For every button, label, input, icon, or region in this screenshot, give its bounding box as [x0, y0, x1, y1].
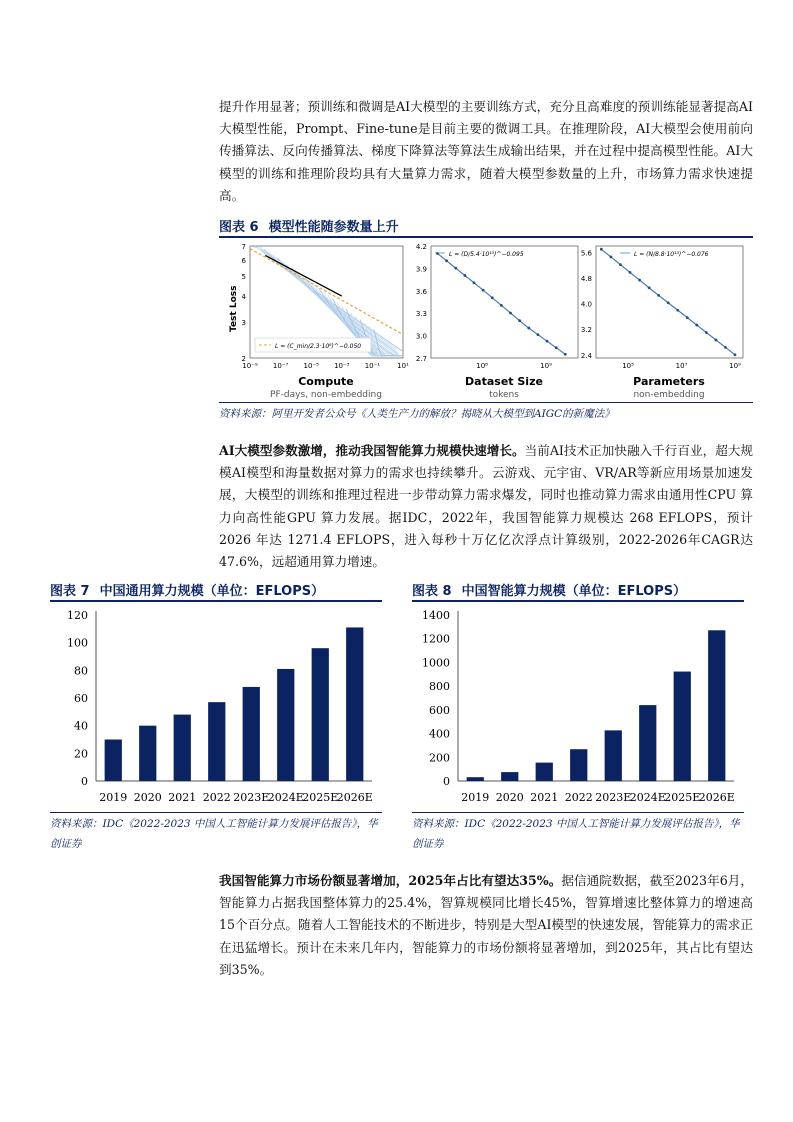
dataset-data-point	[555, 346, 558, 349]
parameters-yticks	[581, 249, 593, 359]
dataset-data-point	[564, 353, 567, 356]
general-compute-bar	[105, 740, 122, 782]
ai-compute-bar	[708, 630, 725, 781]
general-compute-ytick-label: 60	[74, 692, 88, 705]
ai-compute-bar	[501, 772, 518, 781]
parameters-legend-text: L = (N/8.8·10¹³)^−0.076	[634, 251, 709, 258]
dataset-ytick-label: 3.9	[415, 265, 427, 274]
general-compute-category-label: 2020	[133, 791, 162, 804]
figure6-caption: 模型性能随参数量上升	[268, 220, 399, 235]
figure7-number: 图表 7	[50, 584, 90, 599]
paragraph-3-lead: 我国智能算力市场份额显著增加，2025年占比有望达35%。	[219, 873, 562, 888]
dataset-yticks	[416, 243, 428, 363]
figure7-source: 资料来源：IDC《2022-2023 中国人工智能计算力发展评估报告》，华创证券	[50, 818, 378, 850]
ai-compute-ytick-label: 1000	[422, 656, 450, 670]
dataset-ytick-label: 2.7	[415, 355, 427, 363]
parameters-data-point	[724, 346, 727, 349]
compute-ytick-label: 2	[241, 355, 246, 363]
general-compute-ytick-label: 80	[74, 664, 88, 678]
dataset-data-point	[445, 259, 448, 262]
paragraph-3	[219, 870, 753, 981]
figure7-title	[50, 580, 324, 599]
parameters-panel	[581, 246, 743, 400]
dataset-xtick-label: 10⁸	[476, 362, 488, 370]
ai-compute-bar	[536, 763, 553, 781]
ai-compute-category-label: 2020	[495, 791, 524, 804]
parameters-data-point	[686, 316, 689, 319]
parameters-xsub: non-embedding	[633, 390, 705, 400]
general-compute-category-label: 2019	[99, 791, 128, 804]
compute-panel	[229, 243, 409, 400]
parameters-data-point	[714, 339, 717, 342]
dataset-ytick-label: 3.3	[415, 310, 427, 319]
compute-xtick-label: 10⁻¹	[364, 362, 381, 370]
compute-ytick-label: 5	[241, 273, 246, 282]
ai-compute-ytick-label: 1400	[422, 609, 450, 622]
dataset-ytick-label: 3.6	[415, 287, 427, 296]
compute-ytick-label: 6	[241, 256, 246, 265]
dataset-data-point	[536, 333, 539, 336]
parameters-data-point	[705, 331, 708, 334]
parameters-data-point	[695, 324, 698, 327]
ai-compute-bar	[467, 777, 484, 781]
parameters-xticks	[622, 362, 741, 370]
intro-paragraph: 提升作用显著；预训练和微调是AI大模型的主要训练方式，充分且高难度的预训练能显著提高AI大模型性能，Prompt、Fine-tune是目前主要的微调工具。在推理阶段，AI大模型会使用前向传播算法、反向传播算法、梯度下降算法等算法生成输出结果，并在过程中提高模型性能。AI大模型的训练和推理阶段均具有大量算力需求，随着大模型参数量的上升，市场算力需求快速提高。	[219, 99, 753, 203]
parameters-ytick-label: 4.8	[580, 275, 592, 283]
general-compute-ytick-label: 0	[81, 775, 88, 788]
compute-yticks	[242, 243, 247, 363]
parameters-data-point	[676, 309, 679, 312]
parameters-xtick-label: 10⁷	[675, 362, 688, 370]
dataset-data-point	[509, 312, 512, 315]
compute-xtick-label: 10⁻³	[334, 362, 350, 370]
dataset-data-point	[463, 274, 466, 277]
dataset-xtick-label: 10⁹	[540, 362, 552, 370]
general-compute-bar	[174, 715, 191, 781]
parameters-data-point	[619, 263, 622, 266]
ai-compute-category-label: 2026E	[698, 791, 735, 804]
general-compute-bar	[243, 687, 260, 781]
general-compute-ytick-label: 120	[67, 609, 88, 622]
dataset-panel	[416, 243, 578, 400]
dataset-xticks	[476, 362, 552, 370]
general-compute-category-label: 2026E	[336, 791, 373, 804]
dataset-data-point	[482, 289, 485, 292]
ai-compute-category-label: 2019	[461, 791, 490, 804]
figure8-source: 资料来源：IDC《2022-2023 中国人工智能计算力发展评估报告》，华创证券	[412, 818, 740, 850]
dataset-ytick-label: 4.2	[415, 243, 427, 251]
figure8-caption: 中国智能算力规模（单位：EFLOPS）	[461, 584, 687, 599]
ai-compute-category-label: 2023E	[595, 791, 632, 804]
general-compute-bar	[277, 669, 294, 781]
compute-xticks	[242, 362, 409, 370]
dataset-series	[436, 252, 567, 356]
ai-compute-ytick-label: 1200	[422, 632, 450, 646]
figure6-bottom-rule	[219, 402, 753, 403]
figure6-title	[219, 216, 399, 235]
parameters-xtick-label: 10⁹	[729, 362, 741, 370]
ai-compute-plot	[422, 609, 735, 804]
parameters-series	[600, 248, 736, 356]
ai-compute-category-label: 2022	[564, 791, 593, 804]
parameters-data-point	[629, 271, 632, 274]
dataset-data-point	[527, 327, 530, 330]
compute-xtick-label: 10⁻⁷	[272, 362, 289, 370]
parameters-data-point	[638, 279, 641, 282]
compute-xlabel: Compute	[298, 375, 354, 388]
compute-ytick-label: 3	[241, 318, 246, 327]
figure8-title	[412, 580, 686, 599]
general-compute-category-label: 2024E	[267, 791, 304, 804]
figure6-number: 图表 6	[219, 220, 259, 235]
figure8-top-rule	[412, 600, 744, 602]
general-compute-ytick-label: 100	[67, 636, 88, 650]
paragraph-2-lead: AI大模型参数激增，推动我国智能算力规模快速增长。	[219, 443, 525, 458]
general-compute-category-label: 2023E	[233, 791, 270, 804]
figure8-bottom-rule	[412, 812, 744, 813]
general-compute-category-label: 2022	[202, 791, 231, 804]
compute-frontier-line	[265, 255, 342, 296]
compute-xsub: PF-days, non-embedding	[270, 390, 382, 400]
ai-compute-category-label: 2025E	[664, 791, 701, 804]
general-compute-bar	[208, 702, 225, 781]
ai-compute-ytick-label: 400	[429, 727, 450, 741]
ai-compute-bar	[570, 749, 587, 781]
general-compute-bar	[139, 726, 156, 781]
ai-compute-ytick-label: 200	[429, 751, 450, 765]
dataset-data-point	[491, 296, 494, 299]
dataset-plot-frame	[431, 246, 578, 358]
ai-compute-bar	[639, 705, 656, 781]
paragraph-3-body: 据信通院数据，截至2023年6月，智能算力占据我国整体算力的25.4%，智算规模同比增长45%，智算增速比整体算力的增速高15个百分点。随着人工智能技术的不断进步，特别是大型AI模型的快速发展，智能算力的需求正在迅猛增长。预计在未来几年内，智能算力的市场份额将显著增加，到2025年，其占比有望达到35%。	[219, 873, 753, 977]
parameters-xtick-label: 10⁵	[622, 362, 634, 370]
scaling-law-charts	[219, 240, 753, 402]
dataset-data-point	[454, 267, 457, 270]
compute-xtick-label: 10¹	[397, 362, 409, 370]
general-compute-chart	[50, 603, 382, 811]
dataset-legend-text: L = (D/5.4·10¹³)^−0.095	[449, 251, 524, 258]
ai-compute-category-label: 2024E	[629, 791, 666, 804]
dataset-ytick-label: 3.0	[415, 332, 427, 341]
general-compute-bar	[312, 648, 329, 781]
parameters-data-point	[667, 301, 670, 304]
general-compute-category-label: 2021	[168, 791, 197, 804]
general-compute-plot	[67, 609, 373, 804]
compute-xtick-label: 10⁻⁵	[303, 362, 319, 370]
ai-compute-bar	[605, 730, 622, 781]
parameters-data-point	[648, 286, 651, 289]
figure6-top-rule	[219, 236, 753, 238]
figure7-bottom-rule	[50, 812, 382, 813]
figure7-caption: 中国通用算力规模（单位：EFLOPS）	[99, 584, 325, 599]
parameters-xlabel: Parameters	[633, 375, 705, 388]
parameters-data-point	[600, 248, 603, 251]
compute-ylabel: Test Loss	[229, 285, 239, 332]
general-compute-ytick-label: 40	[74, 719, 88, 733]
parameters-data-point	[609, 256, 612, 259]
ai-compute-bar	[674, 672, 691, 781]
ai-compute-chart	[412, 603, 744, 811]
ai-compute-category-label: 2021	[530, 791, 559, 804]
figure6-source: 资料来源：阿里开发者公众号《人类生产力的解放？揭晓从大模型到AIGC的新魔法》	[219, 408, 615, 420]
parameters-data-point	[734, 353, 737, 356]
figure8-number: 图表 8	[412, 584, 452, 599]
dataset-data-point	[518, 319, 521, 322]
parameters-ytick-label: 2.4	[580, 351, 592, 360]
general-compute-category-label: 2025E	[302, 791, 339, 804]
general-compute-ytick-label: 20	[74, 747, 88, 761]
dataset-xlabel: Dataset Size	[465, 375, 543, 388]
dataset-data-point	[546, 340, 549, 343]
dataset-xsub: tokens	[489, 390, 519, 400]
compute-xtick-label: 10⁻⁹	[242, 362, 258, 370]
dataset-data-point	[436, 252, 439, 255]
parameters-data-point	[657, 294, 660, 297]
dataset-data-point	[473, 281, 476, 284]
ai-compute-ytick-label: 800	[429, 680, 450, 694]
compute-ytick-label: 4	[241, 293, 246, 302]
parameters-ytick-label: 3.2	[580, 326, 592, 335]
parameters-ytick-label: 5.6	[580, 249, 592, 258]
dataset-data-point	[500, 304, 503, 307]
parameters-ytick-label: 4.0	[580, 300, 592, 309]
compute-legend-text: L = (C_min/2.3·10⁸)^−0.050	[275, 343, 362, 350]
ai-compute-ytick-label: 0	[443, 775, 450, 788]
compute-ytick-label: 7	[241, 243, 246, 251]
figure7-top-rule	[50, 600, 382, 602]
ai-compute-ytick-label: 600	[429, 703, 450, 717]
compute-fit-line	[250, 249, 403, 335]
paragraph-2-body: 当前AI技术正加快融入千行百业，超大规模AI模型和海量数据对算力的需求也持续攀升。云游戏、元宇宙、VR/AR等新应用场景加速发展，大模型的训练和推理过程进一步带动算力需求爆发，同时也推动算力需求由通用性CPU 算力向高性能GPU 算力发展。据IDC，2022年，我国智能算力规模达 268 EFLOPS，预计 2026 年达 1271.4 EFLOPS，进入每秒十万亿亿次浮点计算级别，2022-2026年CAGR达47.6%，远超通用算力增速。	[219, 443, 753, 570]
general-compute-bar	[346, 627, 363, 781]
paragraph-2	[219, 440, 753, 573]
